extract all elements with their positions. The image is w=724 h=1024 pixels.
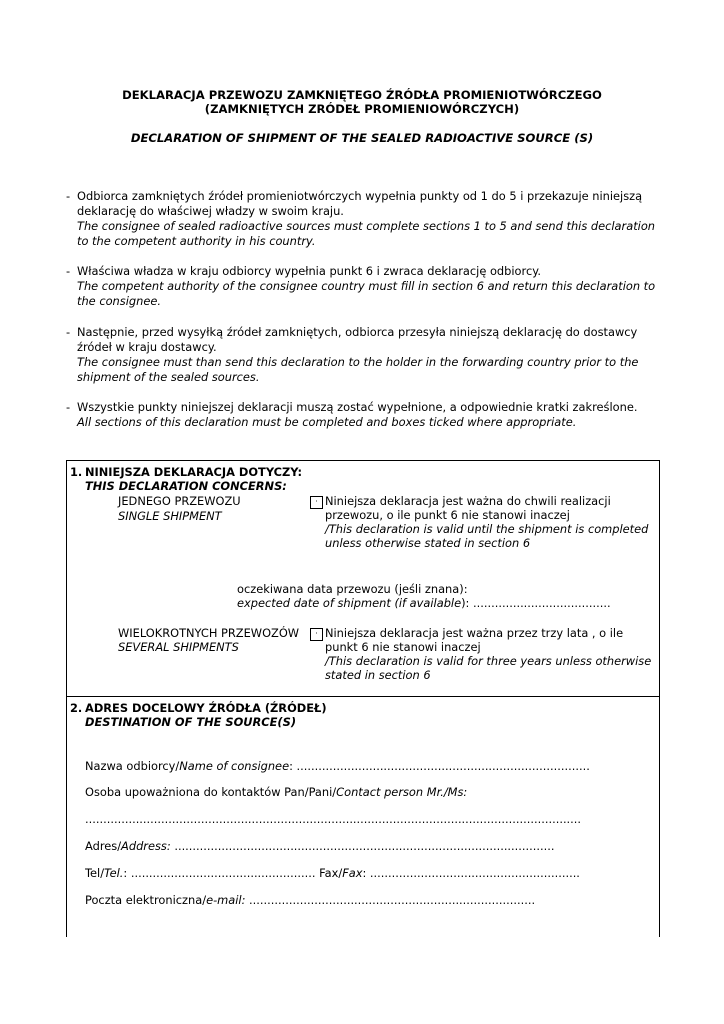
consignee-label-pl: Nazwa odbiorcy/: [85, 759, 180, 773]
address-label-en: Address:: [121, 839, 171, 853]
several-desc-pl-2: punkt 6 nie stanowi inaczej: [325, 640, 481, 654]
tel-fax-field[interactable]: [85, 866, 651, 880]
contact-person-label: [85, 785, 467, 799]
section-2-number: 2.: [70, 701, 83, 715]
instruction-1: - Odbiorca zamkniętych źródeł promieniotwórczych wypełnia punkty od 1 do 5 i przekazuje niniejszą deklarację do właściwej władzy w swoim kraju. The consignee of sealed radioactive sources must complete sections 1 to 5 and send this declaration to the competent authority in his country.: [66, 189, 666, 249]
fax-label-pl: Fax/: [315, 866, 343, 880]
instruction-2: - Właściwa władza w kraju odbiorcy wypełnia punkt 6 i zwraca deklarację odbiorcy. The competent authority of the consignee country must fill in section 6 and return this declaration to the consignee.: [66, 264, 666, 309]
several-shipments-label-pl: WIELOKROTNYCH PRZEWOZÓW: [118, 626, 300, 640]
single-shipment-label: [118, 494, 241, 523]
section-1-title-pl: NINIEJSZA DEKLARACJA DOTYCZY:: [85, 465, 303, 479]
fax-dots[interactable]: : ..........................................................: [362, 866, 580, 880]
single-shipment-label-en: SINGLE SHIPMENT: [118, 509, 222, 523]
address-label-pl: Adres/: [85, 839, 122, 853]
single-shipment-checkbox[interactable]: ·: [310, 496, 323, 509]
instruction-1-pl-1: Odbiorca zamkniętych źródeł promieniotwórczych wypełnia punkty od 1 do 5 i przekazuje niniejszą: [77, 189, 643, 203]
instruction-3: - Następnie, przed wysyłką źródeł zamkniętych, odbiorca przesyła niniejszą deklarację do dostawcy źródeł w kraju dostawcy. The consignee must than send this declaration to the holder in the forwarding country prior to the shipment of the sealed sources.: [66, 325, 666, 385]
instruction-4-en-1: All sections of this declaration must be completed and boxes ticked where appropriate.: [77, 415, 577, 429]
section-1-title-en: THIS DECLARATION CONCERNS:: [85, 479, 287, 493]
instruction-3-en-1: The consignee must than send this declaration to the holder in the forwarding country prior to the: [77, 355, 639, 369]
email-label-en: e-mail:: [206, 893, 246, 907]
contact-label-pl: Osoba upoważniona do kontaktów Pan/Pani/: [85, 785, 337, 799]
section-2-heading: [70, 701, 327, 729]
instruction-1-en-1: The consignee of sealed radioactive sources must complete sections 1 to 5 and send this declaration: [77, 219, 656, 233]
consignee-dots[interactable]: : .................................................................................: [289, 759, 590, 773]
tel-dots[interactable]: : ...................................................: [123, 866, 316, 880]
document-title-pl: [0, 88, 724, 116]
instruction-3-pl-2: źródeł w kraju dostawcy.: [77, 340, 217, 354]
expected-date-label-pl: oczekiwana data przewozu (jeśli znana):: [237, 582, 468, 596]
single-shipment-description: [325, 494, 648, 550]
expected-date-field[interactable]: ): ......................................: [461, 596, 611, 610]
consignee-name-field[interactable]: [85, 759, 590, 773]
several-shipments-label-en: SEVERAL SHIPMENTS: [118, 640, 239, 654]
instruction-4: - Wszystkie punkty niniejszej deklaracji muszą zostać wypełnione, a odpowiednie kratki zakreślone. All sections of this declaration must be completed and boxes ticked where appropriate.: [66, 400, 666, 430]
instruction-2-en-1: The competent authority of the consignee country must fill in section 6 and return this declaration to: [77, 279, 656, 293]
section-1-number: 1.: [70, 465, 83, 479]
expected-date-label-en: expected date of shipment (if available: [237, 596, 462, 610]
section-1-box: [66, 460, 660, 697]
several-shipments-checkbox[interactable]: ·: [310, 628, 323, 641]
several-shipments-label: [118, 626, 299, 654]
section-2-box: [66, 696, 660, 937]
title-line-1: DEKLARACJA PRZEWOZU ZAMKNIĘTEGO ŹRÓDŁA PROMIENIOTWÓRCZEGO: [122, 88, 602, 102]
email-dots[interactable]: ...............................................................................: [245, 893, 536, 907]
instruction-3-pl-1: Następnie, przed wysyłką źródeł zamkniętych, odbiorca przesyła niniejszą deklarację do dostawcy: [77, 325, 638, 339]
several-desc-en-2: stated in section 6: [325, 668, 431, 682]
fax-label-en: Fax: [342, 866, 363, 880]
section-1-heading: [70, 465, 302, 493]
instruction-3-en-2: shipment of the sealed sources.: [77, 370, 260, 384]
email-field[interactable]: [85, 893, 651, 907]
instruction-1-en-2: to the competent authority in his country.: [77, 234, 316, 248]
document-title-en: DECLARATION OF SHIPMENT OF THE SEALED RADIOACTIVE SOURCE (S): [130, 131, 594, 145]
single-desc-pl-1: Niniejsza deklaracja jest ważna do chwili realizacji: [325, 494, 611, 508]
address-dots[interactable]: .........................................................................................................: [170, 839, 555, 853]
several-shipments-description: [325, 626, 651, 682]
single-shipment-label-pl: JEDNEGO PRZEWOZU: [118, 494, 241, 508]
title-line-2: (ZAMKNIĘTYCH ZRÓDEŁ PROMIENIOWÓRCZYCH): [204, 102, 520, 116]
instruction-4-pl-1: Wszystkie punkty niniejszej deklaracji muszą zostać wypełnione, a odpowiednie kratki zakreślone.: [77, 400, 638, 414]
single-desc-en-1: /This declaration is valid until the shipment is completed: [325, 522, 649, 536]
instruction-2-pl-1: Właściwa władza w kraju odbiorcy wypełnia punkt 6 i zwraca deklarację odbiorcy.: [77, 264, 541, 278]
contact-person-field[interactable]: .........................................................................................................................................: [85, 812, 582, 826]
contact-label-en: Contact person Mr./Ms:: [336, 785, 468, 799]
single-desc-en-2: unless otherwise stated in section 6: [325, 536, 531, 550]
instruction-2-en-2: the consignee.: [77, 294, 161, 308]
instruction-1-pl-2: deklarację do właściwej władzy w swoim kraju.: [77, 204, 344, 218]
address-field[interactable]: [85, 839, 651, 853]
section-2-title-en: DESTINATION OF THE SOURCE(S): [85, 715, 297, 729]
tel-label-pl: Tel/: [85, 866, 105, 880]
expected-date: [237, 582, 611, 610]
several-desc-pl-1: Niniejsza deklaracja jest ważna przez trzy lata , o ile: [325, 626, 624, 640]
section-2-title-pl: ADRES DOCELOWY ŹRÓDŁA (ŹRÓDEŁ): [85, 701, 327, 715]
tel-label-en: Tel.: [104, 866, 124, 880]
single-desc-pl-2: przewozu, o ile punkt 6 nie stanowi inaczej: [325, 508, 570, 522]
expected-date-row: [237, 596, 611, 610]
several-desc-en-1: /This declaration is valid for three years unless otherwise: [325, 654, 652, 668]
email-label-pl: Poczta elektroniczna/: [85, 893, 207, 907]
consignee-label-en: Name of consignee: [179, 759, 290, 773]
